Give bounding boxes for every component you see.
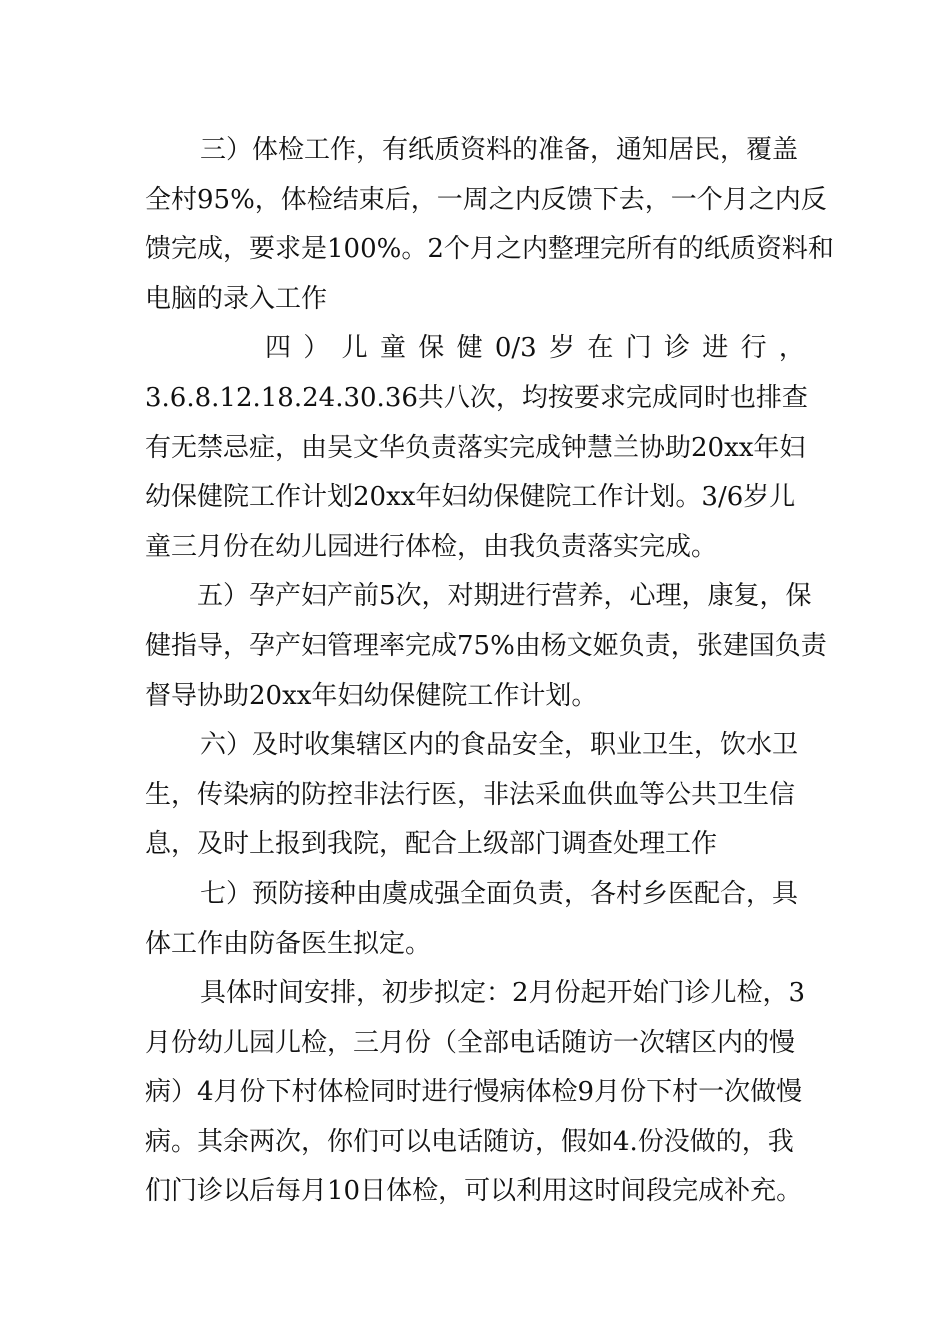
text-line: 体工作由防备医生拟定。 bbox=[145, 928, 432, 959]
paragraph-physical-exam bbox=[145, 126, 834, 324]
text-line: 病）4月份下村体检同时进行慢病体检9月份下村一次做慢 bbox=[145, 1077, 803, 1108]
spread-char: 在 bbox=[587, 333, 614, 364]
text-line: 幼保健院工作计划20xx年妇幼保健院工作计划。3/6岁儿 bbox=[145, 482, 796, 513]
text-line: 电脑的录入工作 bbox=[145, 283, 328, 314]
text-line: 具体时间安排，初步拟定：2月份起开始门诊儿检，3 bbox=[200, 978, 806, 1009]
text-line: 三）体检工作，有纸质资料的准备，通知居民，覆盖 bbox=[200, 135, 799, 165]
text-line: 月份幼儿园儿检，三月份（全部电话随访一次辖区内的慢 bbox=[145, 1027, 796, 1058]
spread-char: 门 bbox=[625, 333, 652, 364]
text-line: 全村95%，体检结束后，一周之内反馈下去，一个月之内反 bbox=[145, 184, 827, 215]
spread-char: 进 bbox=[702, 333, 729, 364]
spread-char: 健 bbox=[456, 333, 483, 364]
text-line: 馈完成，要求是100%。2个月之内整理完所有的纸质资料和 bbox=[145, 234, 834, 265]
paragraph-child-health bbox=[145, 324, 808, 572]
spread-char: 行 bbox=[740, 333, 767, 364]
text-line: 督导协助20xx年妇幼保健院工作计划。 bbox=[145, 680, 598, 711]
spread-char: 诊 bbox=[663, 333, 690, 364]
paragraph-maternal-care bbox=[145, 572, 827, 721]
text-line: 五）孕产妇产前5次，对期进行营养，心理，康复，保 bbox=[197, 581, 812, 612]
text-line: 六）及时收集辖区内的食品安全，职业卫生，饮水卫 bbox=[200, 730, 799, 761]
paragraph-public-health bbox=[145, 721, 805, 870]
text-line: 们门诊以后每月10日体检，可以利用这时间段完成补充。 bbox=[145, 1176, 803, 1207]
text-line: 生，传染病的防控非法行医，非法采血供血等公共卫生信 bbox=[145, 779, 796, 810]
spread-char: 儿 bbox=[341, 333, 368, 364]
spread-char: ） bbox=[303, 333, 330, 364]
text-line: 健指导，孕产妇管理率完成75%由杨文姬负责，张建国负责 bbox=[145, 630, 827, 661]
spread-char: 童 bbox=[379, 333, 406, 364]
text-line: 3.6.8.12.18.24.30.36共八次，均按要求完成同时也排查 bbox=[145, 382, 808, 413]
text-line: 病。其余两次，你们可以电话随访，假如4.份没做的，我 bbox=[145, 1126, 794, 1157]
spread-char: 岁 bbox=[549, 333, 576, 364]
paragraph-schedule bbox=[145, 969, 805, 1217]
text-line: 有无禁忌症，由吴文华负责落实完成钟慧兰协助20xx年妇 bbox=[145, 432, 806, 463]
paragraph-vaccination bbox=[145, 870, 805, 969]
spread-line bbox=[145, 324, 805, 374]
spread-char: 保 bbox=[418, 333, 445, 364]
text-line: 七）预防接种由虞成强全面负责，各村乡医配合，具 bbox=[200, 878, 799, 909]
document-body bbox=[145, 126, 834, 1217]
spread-char: 0/3 bbox=[494, 333, 537, 364]
text-line: 息，及时上报到我院，配合上级部门调查处理工作 bbox=[145, 829, 718, 860]
spread-char: ， bbox=[778, 333, 805, 364]
spread-char: 四 bbox=[265, 333, 292, 364]
text-line: 童三月份在幼儿园进行体检，由我负责落实完成。 bbox=[145, 531, 718, 562]
